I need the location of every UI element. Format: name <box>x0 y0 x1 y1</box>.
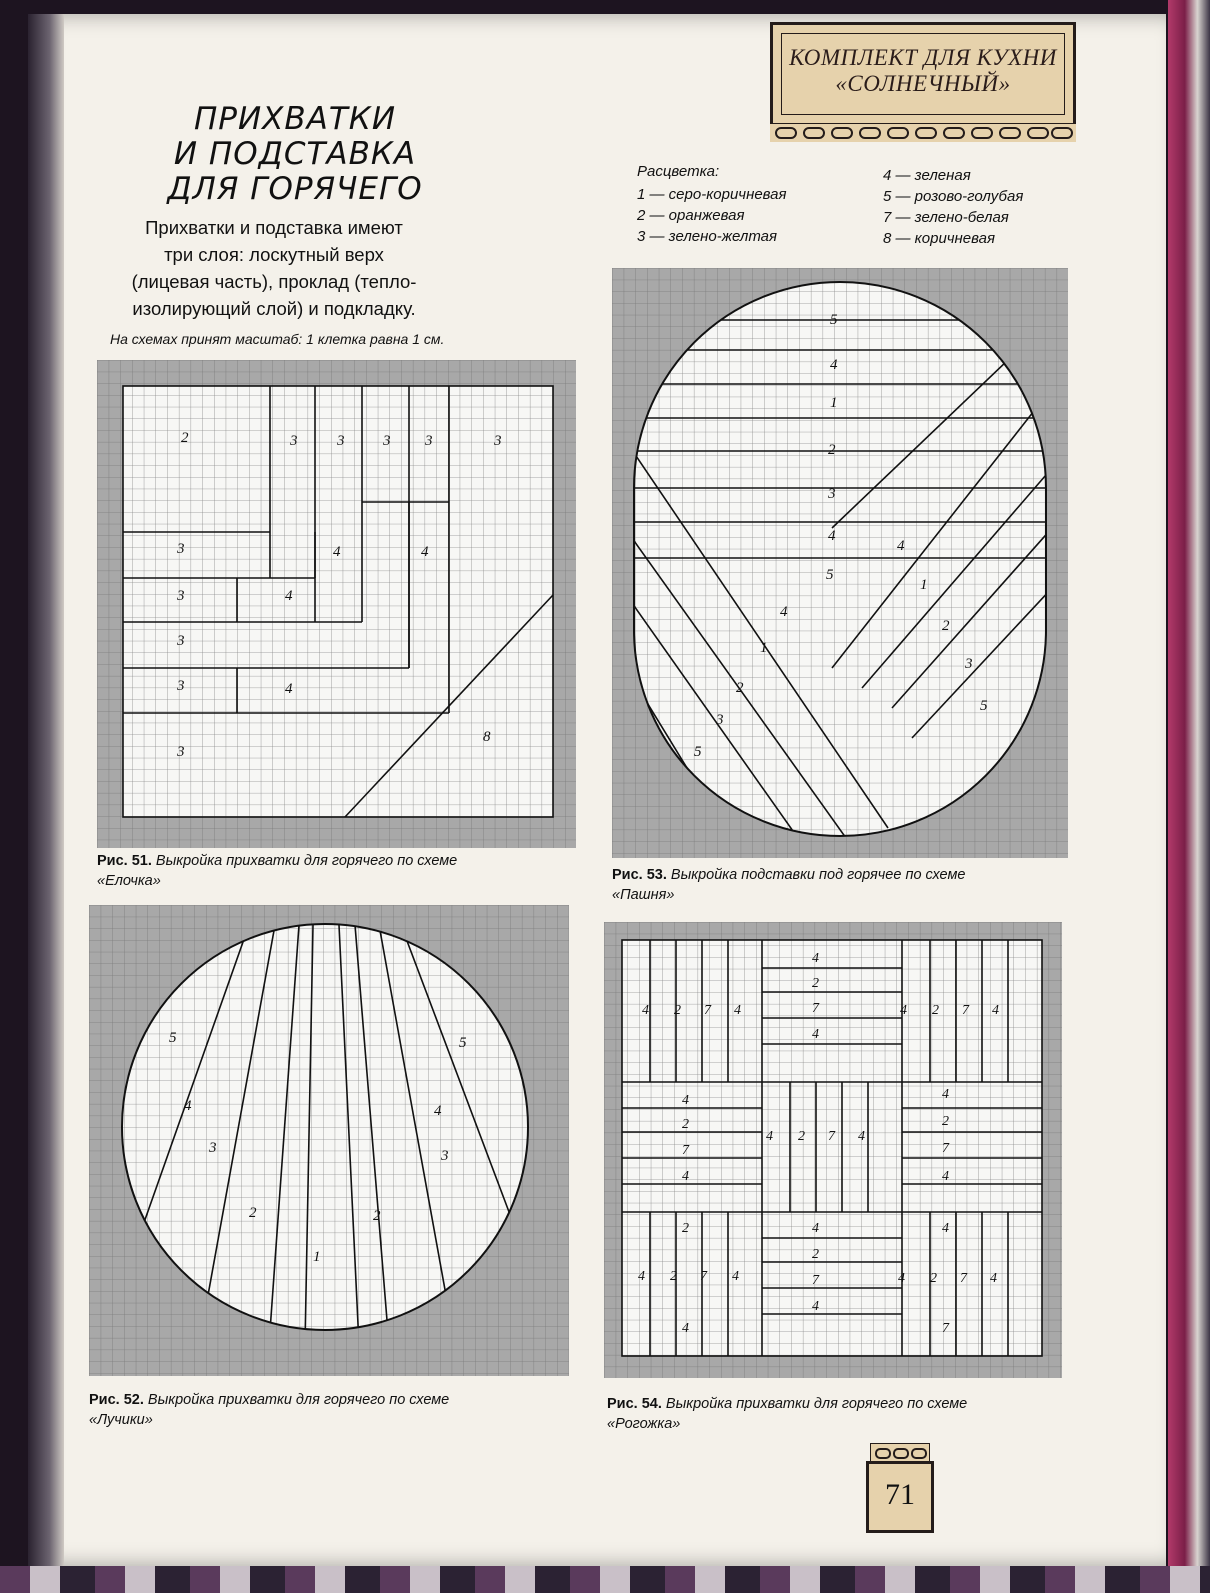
title-line-1: ПРИХВАТКИ <box>193 101 397 137</box>
patch-label: 7 <box>942 1141 949 1156</box>
legend-item: 5 — розово-голубая <box>883 188 1024 205</box>
patch-label: 3 <box>383 433 391 449</box>
figure-54-caption <box>607 1394 1077 1434</box>
legend-heading: Расцветка: <box>637 163 720 180</box>
patch-label: 7 <box>942 1321 949 1336</box>
intro-paragraph <box>115 214 433 322</box>
patch-label: 3 <box>177 633 185 649</box>
patch-label: 3 <box>828 486 836 502</box>
patch-label: 1 <box>313 1249 321 1265</box>
patch-label: 8 <box>483 729 491 745</box>
patch-label: 4 <box>285 588 293 604</box>
patch-label: 1 <box>920 577 928 593</box>
figure-52-luchiki-pattern <box>89 905 569 1376</box>
patch-label: 4 <box>638 1269 645 1284</box>
patch-label: 7 <box>812 1273 819 1288</box>
banner-line-2: «СОЛНЕЧНЫЙ» <box>835 71 1011 96</box>
patch-label: 7 <box>960 1271 967 1286</box>
patch-label: 4 <box>421 544 429 560</box>
figure-54-number: Рис. 54. <box>607 1396 662 1412</box>
patch-label: 2 <box>932 1003 939 1018</box>
figure-53-pashnya-pattern <box>612 268 1068 858</box>
figure-53-number: Рис. 53. <box>612 867 667 883</box>
figure-51-text: Выкройка прихватки для горячего по схеме <box>155 853 458 869</box>
banner-scallop-decoration <box>770 124 1076 142</box>
patch-label: 4 <box>812 951 819 966</box>
legend-item: 4 — зеленая <box>883 167 971 184</box>
color-legend-col-1 <box>637 184 787 247</box>
figure-53-text: Выкройка подставки под горячее по схеме <box>670 867 966 883</box>
patch-label: 4 <box>897 538 905 554</box>
intro-line-4: изолирующий слой) и подкладку. <box>132 298 416 319</box>
patch-label: 4 <box>812 1221 819 1236</box>
patch-label: 2 <box>674 1003 681 1018</box>
figure-51-number: Рис. 51. <box>97 853 152 869</box>
patch-label: 4 <box>898 1271 905 1286</box>
patch-label: 2 <box>181 430 189 446</box>
patch-label: 3 <box>177 744 185 760</box>
patch-label: 4 <box>812 1299 819 1314</box>
patch-label: 2 <box>682 1221 689 1236</box>
patch-label: 4 <box>434 1103 442 1119</box>
figure-51-scheme: «Елочка» <box>97 873 161 889</box>
patch-label: 4 <box>992 1003 999 1018</box>
figure-52-caption <box>89 1390 569 1430</box>
patch-label: 4 <box>830 357 838 373</box>
patch-label: 4 <box>184 1098 192 1114</box>
patch-label: 3 <box>494 433 502 449</box>
patch-label: 4 <box>766 1129 773 1144</box>
patch-label: 2 <box>942 618 950 634</box>
patch-label: 4 <box>942 1169 949 1184</box>
patch-label: 4 <box>828 528 836 544</box>
patch-label: 3 <box>177 588 185 604</box>
figure-51-yolochka-pattern <box>97 360 576 848</box>
legend-item: 3 — зелено-желтая <box>637 228 778 245</box>
patch-label: 2 <box>812 1247 819 1262</box>
patch-label: 5 <box>826 567 834 583</box>
intro-line-3: (лицевая часть), проклад (тепло- <box>131 271 417 292</box>
patch-label: 2 <box>670 1269 677 1284</box>
patch-label: 4 <box>285 681 293 697</box>
patch-label: 5 <box>830 312 838 328</box>
patch-label: 1 <box>760 640 768 656</box>
patch-label: 3 <box>177 678 185 694</box>
book-spine <box>28 14 64 1566</box>
patch-label: 4 <box>682 1169 689 1184</box>
patch-label: 7 <box>812 1001 819 1016</box>
figure-53-scheme: «Пашня» <box>612 887 675 903</box>
color-legend-col-2 <box>883 165 1023 249</box>
patch-label: 3 <box>425 433 433 449</box>
patch-label: 4 <box>942 1087 949 1102</box>
patch-label: 3 <box>177 541 185 557</box>
section-banner <box>770 22 1076 126</box>
patch-label: 3 <box>441 1148 449 1164</box>
legend-item: 8 — коричневая <box>883 230 996 247</box>
patch-label: 4 <box>734 1003 741 1018</box>
patch-label: 2 <box>942 1114 949 1129</box>
intro-line-2: три слоя: лоскутный верх <box>164 244 384 265</box>
figure-51-caption <box>97 851 577 891</box>
patch-label: 3 <box>965 656 973 672</box>
patch-label: 2 <box>798 1129 805 1144</box>
page-edge-bottom <box>0 1566 1210 1593</box>
patch-label: 4 <box>780 604 788 620</box>
patch-label: 3 <box>337 433 345 449</box>
patch-label: 2 <box>373 1208 381 1224</box>
patch-label: 4 <box>642 1003 649 1018</box>
patch-label: 4 <box>990 1271 997 1286</box>
patch-label: 2 <box>249 1205 257 1221</box>
patch-label: 4 <box>812 1027 819 1042</box>
legend-item: 1 — серо-коричневая <box>637 186 787 203</box>
patch-label: 3 <box>716 712 724 728</box>
page-number-decoration <box>870 1443 930 1463</box>
patch-label: 2 <box>828 442 836 458</box>
banner-line-1: КОМПЛЕКТ ДЛЯ КУХНИ <box>789 45 1057 70</box>
patch-label: 5 <box>459 1035 467 1051</box>
patch-label: 4 <box>858 1129 865 1144</box>
figure-54-scheme: «Рогожка» <box>607 1416 681 1432</box>
patch-label: 4 <box>732 1269 739 1284</box>
patch-label: 4 <box>942 1221 949 1236</box>
figure-53-caption <box>612 865 1082 905</box>
title-line-3: ДЛЯ ГОРЯЧЕГО <box>167 171 423 207</box>
patch-label: 5 <box>980 698 988 714</box>
title-line-2: И ПОДСТАВКА <box>173 136 417 172</box>
patch-label: 7 <box>704 1003 711 1018</box>
scale-note: На схемах принят масштаб: 1 клетка равна 1 см. <box>110 331 445 347</box>
patch-label: 2 <box>930 1271 937 1286</box>
patch-label: 2 <box>682 1117 689 1132</box>
patch-label: 4 <box>900 1003 907 1018</box>
patch-label: 2 <box>812 976 819 991</box>
patch-label: 4 <box>682 1093 689 1108</box>
patch-label: 5 <box>694 744 702 760</box>
patch-label: 7 <box>682 1143 689 1158</box>
patch-label: 1 <box>830 395 838 411</box>
patch-label: 7 <box>700 1269 707 1284</box>
legend-item: 2 — оранжевая <box>637 207 745 224</box>
figure-52-text: Выкройка прихватки для горячего по схеме <box>147 1392 450 1408</box>
patch-label: 7 <box>828 1129 835 1144</box>
patch-label: 3 <box>209 1140 217 1156</box>
page-title <box>150 102 440 207</box>
legend-item: 7 — зелено-белая <box>883 209 1009 226</box>
figure-54-rogozhka-pattern <box>604 922 1062 1378</box>
page-edge-right <box>1168 0 1210 1593</box>
patch-label: 7 <box>962 1003 969 1018</box>
patch-label: 4 <box>333 544 341 560</box>
figure-54-text: Выкройка прихватки для горячего по схеме <box>665 1396 968 1412</box>
figure-52-number: Рис. 52. <box>89 1392 144 1408</box>
patch-label: 4 <box>682 1321 689 1336</box>
page-number: 71 <box>885 1478 915 1511</box>
page-number-box <box>866 1461 934 1533</box>
patch-label: 3 <box>290 433 298 449</box>
patch-label: 5 <box>169 1030 177 1046</box>
intro-line-1: Прихватки и подставка имеют <box>145 217 403 238</box>
figure-52-scheme: «Лучики» <box>89 1412 153 1428</box>
patch-label: 2 <box>736 680 744 696</box>
